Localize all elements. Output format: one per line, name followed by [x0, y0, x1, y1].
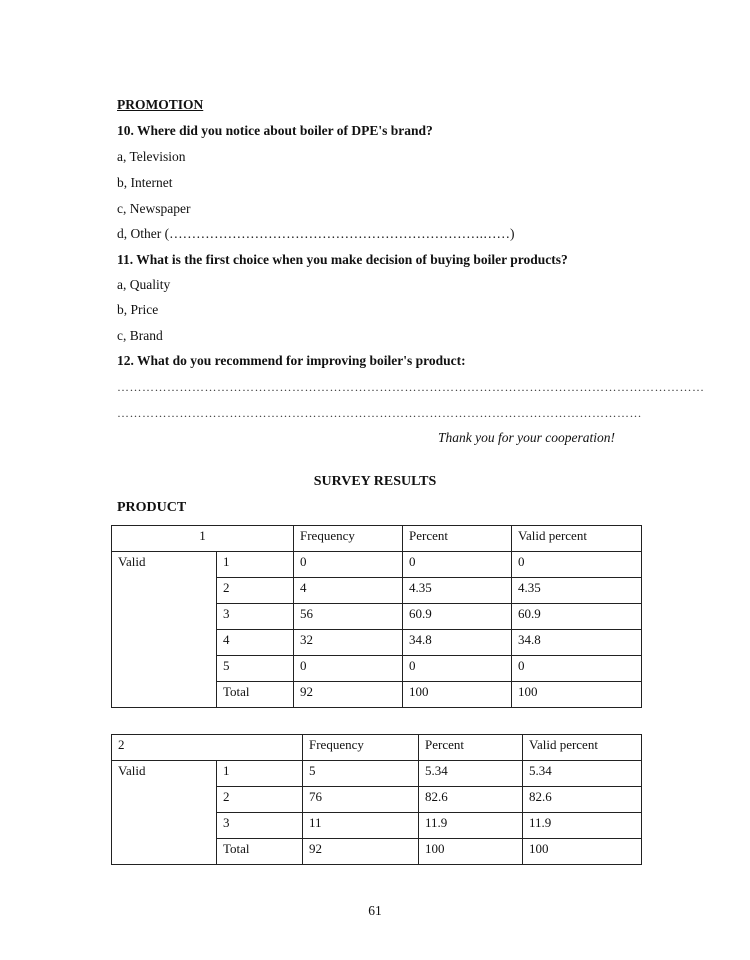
table-cell: 92 [303, 839, 419, 865]
table-row [112, 761, 642, 787]
column-header: Valid percent [523, 735, 642, 761]
table-cell: 34.8 [512, 630, 642, 656]
product-table-2 [111, 734, 642, 865]
product-section-heading: PRODUCT [117, 500, 187, 515]
q11-option-b: b, Price [117, 302, 159, 317]
row-group-label: Valid [112, 761, 217, 865]
table-cell: 32 [294, 630, 403, 656]
table-cell: 100 [512, 682, 642, 708]
table-cell: 4.35 [512, 578, 642, 604]
table-cell: 60.9 [512, 604, 642, 630]
table-cell: 0 [294, 552, 403, 578]
table-cell: 5 [217, 656, 294, 682]
table-cell: Total [217, 839, 303, 865]
table-cell: Total [217, 682, 294, 708]
table-cell: 4 [294, 578, 403, 604]
table-cell: 5.34 [419, 761, 523, 787]
q10-option-a: a, Television [117, 149, 186, 164]
table-label: 2 [112, 735, 303, 761]
table-header-row [112, 526, 642, 552]
table-cell: 34.8 [403, 630, 512, 656]
table-cell: 0 [512, 656, 642, 682]
table-cell: 0 [403, 552, 512, 578]
q11-option-c: c, Brand [117, 328, 163, 343]
table-cell: 0 [294, 656, 403, 682]
table-cell: 0 [403, 656, 512, 682]
column-header: Percent [419, 735, 523, 761]
promotion-heading: PROMOTION [117, 97, 204, 112]
table-cell: 0 [512, 552, 642, 578]
column-header: Frequency [303, 735, 419, 761]
table-cell: 2 [217, 787, 303, 813]
table-cell: 100 [403, 682, 512, 708]
table-cell: 4 [217, 630, 294, 656]
table-cell: 1 [217, 761, 303, 787]
table-cell: 2 [217, 578, 294, 604]
table-cell: 5.34 [523, 761, 642, 787]
column-header: Valid percent [512, 526, 642, 552]
question-11: 11. What is the first choice when you make decision of buying boiler products? [117, 252, 568, 267]
table-cell: 60.9 [403, 604, 512, 630]
table-row [112, 552, 642, 578]
answer-line-1: …………………………………………………………………………………………………………………………… [117, 380, 705, 394]
q10-option-b: b, Internet [117, 175, 173, 190]
q11-option-a: a, Quality [117, 277, 171, 292]
table-cell: 100 [419, 839, 523, 865]
survey-results-title: SURVEY RESULTS [313, 474, 437, 489]
row-group-label: Valid [112, 552, 217, 708]
q10-option-c: c, Newspaper [117, 201, 191, 216]
table-cell: 100 [523, 839, 642, 865]
table-cell: 11 [303, 813, 419, 839]
column-header: Percent [403, 526, 512, 552]
table-header-row [112, 735, 642, 761]
table-cell: 11.9 [419, 813, 523, 839]
table-cell: 82.6 [419, 787, 523, 813]
table-cell: 56 [294, 604, 403, 630]
product-table-1 [111, 525, 642, 708]
column-header: Frequency [294, 526, 403, 552]
table-cell: 3 [217, 813, 303, 839]
table-cell: 4.35 [403, 578, 512, 604]
thank-you-note: Thank you for your cooperation! [438, 430, 615, 445]
table-cell: 76 [303, 787, 419, 813]
table-cell: 82.6 [523, 787, 642, 813]
page-number: 61 [368, 903, 382, 918]
table-cell: 11.9 [523, 813, 642, 839]
table-cell: 1 [217, 552, 294, 578]
question-10: 10. Where did you notice about boiler of DPE's brand? [117, 123, 433, 138]
table-cell: 5 [303, 761, 419, 787]
q10-option-d: d, Other (…………………………………………………………….……) [117, 226, 515, 241]
table-label: 1 [112, 526, 294, 552]
answer-line-2: ……………………………………………………………………………………………………………… [117, 406, 642, 420]
table-cell: 3 [217, 604, 294, 630]
question-12: 12. What do you recommend for improving boiler's product: [117, 353, 466, 368]
table-cell: 92 [294, 682, 403, 708]
